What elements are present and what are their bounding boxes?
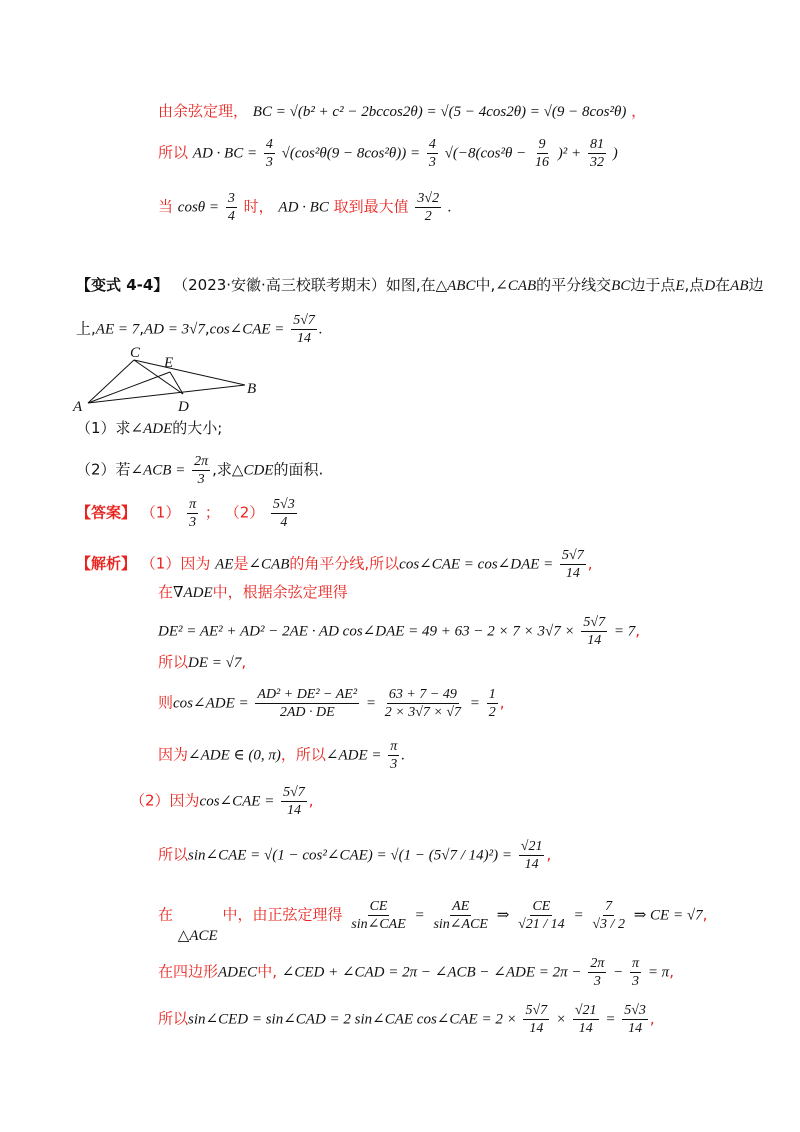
solution-step-5 (158, 686, 504, 721)
text: 在 (158, 905, 174, 924)
formula: √(−8(cos²θ − (444, 145, 527, 162)
fraction-numerator: 2π (590, 956, 605, 971)
problem-tag: 【变式 4-4】 (76, 276, 169, 294)
formula: AD · BC = (192, 145, 258, 162)
text: （1）因为 (140, 554, 211, 573)
text: 的大小; (172, 419, 223, 437)
fraction (255, 686, 359, 721)
fraction-denominator: sin∠ACE (433, 917, 488, 932)
fraction (630, 955, 641, 990)
fraction-numerator: 5√7 (562, 548, 584, 563)
fraction-denominator: 3 (197, 472, 205, 487)
formula: ⇒ (496, 907, 510, 924)
text: 则 (158, 693, 174, 712)
fraction-denominator: 3 (189, 515, 197, 530)
formula: ⇒ CE = √7 (633, 907, 703, 924)
fraction (519, 838, 545, 873)
text: 因为 (158, 745, 189, 764)
formula: . (447, 199, 452, 216)
fraction (523, 1002, 549, 1037)
fraction-denominator: 3 (593, 974, 601, 989)
text: （2）因为 (130, 791, 200, 810)
formula: AE (215, 556, 234, 573)
formula: × (555, 1011, 567, 1028)
text: , (204, 319, 210, 338)
solution-step-8 (158, 838, 551, 873)
formula: ∇ADE (173, 585, 213, 601)
formula: E (675, 278, 685, 294)
text: , (649, 1009, 655, 1028)
formula: ∠ADE = (325, 747, 382, 764)
fraction-denominator: 2AD · DE (279, 705, 335, 720)
label-c: C (130, 345, 141, 361)
fraction-numerator: CE (532, 899, 551, 914)
fraction-numerator: π (390, 739, 398, 754)
fraction (516, 898, 567, 933)
fraction-numerator: √21 (520, 839, 543, 854)
solution-step-10 (158, 955, 674, 990)
fraction-numerator: 3√2 (417, 191, 440, 206)
fraction-numerator: 2π (194, 454, 209, 469)
formula: = (414, 907, 425, 924)
formula: sin∠CED = sin∠CAD = 2 sin∠CAE cos∠CAE = 2 × (188, 1011, 517, 1028)
formula: . (401, 747, 406, 764)
formula: )² + (557, 145, 582, 162)
formula: ∠ADE ∈ (0, π) (188, 747, 281, 764)
fraction-numerator: 5√7 (283, 785, 305, 800)
fraction (349, 898, 408, 933)
fraction-denominator: 14 (587, 633, 602, 648)
label-e: E (164, 355, 174, 371)
text: ； (204, 503, 220, 522)
fraction-denominator: 14 (297, 331, 312, 346)
answer-tag: 【答案】 (76, 503, 137, 522)
text: 的面积. (273, 460, 324, 479)
text: （1）求 (76, 419, 131, 437)
text: 中，由正弦定理得 (222, 905, 343, 924)
fraction (187, 496, 198, 531)
text: , (308, 791, 314, 810)
text: 取到最大值 (333, 197, 409, 216)
formula: DE = √7 (188, 655, 242, 671)
formula: ∠CAB (495, 278, 537, 294)
fraction-numerator: 7 (605, 899, 613, 914)
text: 所以 (158, 1009, 189, 1028)
fraction-denominator: 14 (628, 1021, 643, 1036)
text: 在 (715, 276, 731, 294)
fraction-denominator: √21 / 14 (518, 917, 565, 932)
formula: sin∠CAE = √(1 − cos²∠CAE) = √(1 − (5√7 / 14)²) = (188, 847, 513, 864)
formula: . (318, 321, 323, 338)
triangle-diagram (70, 345, 270, 415)
text: 时， (243, 197, 274, 216)
fraction-denominator: 4 (227, 209, 235, 224)
formula: cos∠CAE = cos∠DAE = (399, 556, 554, 573)
text: , (669, 962, 674, 981)
text: （1） (140, 503, 181, 522)
text: 当 (158, 197, 174, 216)
max-value-line (158, 190, 452, 225)
fraction (271, 496, 297, 531)
fraction (415, 190, 441, 225)
solution-step-1 (76, 547, 593, 582)
fraction-denominator: 32 (589, 155, 604, 170)
fraction-denominator: 4 (280, 515, 288, 530)
solution-tag: 【解析】 (76, 554, 137, 573)
formula: √(cos²θ(9 − 8cos²θ)) = (281, 145, 421, 162)
fraction-numerator: 4 (265, 137, 273, 152)
solution-step-4 (158, 652, 246, 673)
text: 由余弦定理， (158, 102, 249, 120)
fraction-denominator: 3 (632, 974, 640, 989)
text: （2） (224, 503, 265, 522)
fraction (281, 784, 307, 819)
fraction-numerator: 5√7 (525, 1003, 548, 1018)
formula: ) (612, 145, 618, 162)
text: 在四边形 (158, 962, 219, 981)
formula: D (704, 278, 716, 294)
label-d: D (178, 399, 189, 415)
fraction (264, 136, 275, 171)
text: ， (631, 102, 647, 120)
formula: cosθ = (177, 199, 220, 216)
fraction-numerator: 5√7 (293, 313, 315, 328)
segment-cb (134, 360, 245, 385)
formula: △CDE (231, 462, 274, 479)
text: （2）若 (76, 460, 131, 479)
text: , (241, 653, 247, 671)
fraction-numerator: CE (369, 899, 388, 914)
fraction-numerator: 1 (488, 687, 496, 702)
text: 的角平分线,所以 (289, 554, 400, 573)
solution-step-7 (130, 784, 314, 819)
fraction-numerator: 5√3 (273, 497, 295, 512)
formula: = (573, 907, 584, 924)
text: 边 (748, 276, 764, 294)
formula: = (469, 695, 480, 712)
problem-statement-line-2 (76, 312, 323, 347)
fraction-denominator: 2 (424, 209, 432, 224)
text: 上, (76, 319, 96, 338)
solution-step-3 (158, 614, 640, 649)
formula: cos∠ADE = (173, 695, 249, 712)
formula: − (613, 964, 624, 981)
solution-step-11 (158, 1002, 655, 1037)
fraction-numerator: π (632, 956, 640, 971)
formula: = π (647, 964, 670, 981)
answer-line (76, 496, 299, 531)
fraction-numerator: AE (452, 899, 470, 914)
fraction-numerator: 3 (227, 191, 235, 206)
fraction-numerator: π (189, 497, 197, 512)
fraction-denominator: 14 (565, 566, 580, 581)
label-a: A (73, 399, 83, 415)
fraction-denominator: 14 (286, 803, 301, 818)
fraction (291, 312, 317, 347)
text: 中，根据余弦定理得 (212, 583, 348, 601)
formula: △ACE (177, 927, 218, 944)
fraction-numerator: √21 (574, 1003, 597, 1018)
fraction-numerator: AD² + DE² − AE² (257, 687, 358, 702)
text: , (546, 845, 552, 864)
solution-step-9 (158, 898, 708, 944)
fraction-numerator: 81 (589, 137, 604, 152)
fraction (573, 1002, 599, 1037)
text: ，所以 (280, 745, 326, 764)
formula: ∠CED + ∠CAD = 2π − ∠ACB − ∠ADE = 2π − (281, 964, 582, 981)
fraction (588, 136, 606, 171)
fraction (388, 738, 399, 773)
solution-step-6 (158, 738, 405, 773)
ad-bc-product-line (158, 136, 618, 171)
fraction (590, 898, 627, 933)
text: ,点 (684, 276, 705, 294)
text: , (702, 905, 708, 924)
fraction-numerator: 4 (428, 137, 436, 152)
text: ,求 (212, 460, 232, 479)
fraction-denominator: 3 (265, 155, 273, 170)
label-b: B (247, 381, 257, 397)
fraction (581, 614, 607, 649)
formula: cos∠CAE = (209, 321, 285, 338)
text: 在 (158, 583, 174, 601)
text: 边于点 (630, 276, 676, 294)
fraction (622, 1002, 648, 1037)
fraction (588, 955, 606, 990)
formula: BC = √(b² + c² − 2bccos2θ) = √(5 − 4cos2θ) = √(9 − 8cos²θ) (252, 104, 627, 120)
formula: BC (611, 278, 631, 294)
question-2 (76, 453, 323, 488)
formula: ∠ACB = (130, 462, 186, 479)
fraction-denominator: 3 (428, 155, 436, 170)
formula: cos∠CAE = (199, 793, 275, 810)
fraction (383, 686, 463, 721)
segment-ac (88, 360, 134, 403)
formula: AD · BC (278, 199, 329, 216)
text: 的平分线交 (536, 276, 612, 294)
formula: = (365, 695, 376, 712)
text: 所以 (158, 845, 189, 864)
fraction-denominator: 14 (578, 1021, 593, 1036)
formula: AE = 7 (95, 321, 140, 338)
text: , (139, 319, 145, 338)
fraction-denominator: 2 × 3√7 × √7 (384, 705, 462, 720)
formula: = 7 (613, 623, 636, 640)
cosine-rule-bc-line (158, 101, 646, 122)
fraction (533, 136, 551, 171)
fraction-denominator: 2 (488, 705, 496, 720)
fraction-denominator: 14 (524, 857, 539, 872)
fraction (192, 453, 210, 488)
fraction-denominator: 16 (535, 155, 550, 170)
formula: DE² = AE² + AD² − 2AE · AD cos∠DAE = 49 + 63 − 2 × 7 × 3√7 × (158, 623, 575, 640)
fraction (427, 136, 438, 171)
text: 中, (475, 276, 496, 294)
formula: AB (730, 278, 749, 294)
formula: ∠ADE (130, 421, 173, 437)
formula: ADEC (218, 964, 258, 981)
fraction-numerator: 5√3 (624, 1003, 646, 1018)
fraction-numerator: 63 + 7 − 49 (388, 687, 457, 702)
fraction-denominator: 14 (529, 1021, 544, 1036)
text: 中, (257, 962, 277, 981)
formula: AD = 3√7 (144, 321, 205, 338)
solution-step-2 (158, 582, 348, 603)
text: （2023·安徽·高三校联考期末）如图,在 (173, 276, 436, 294)
text: , (499, 693, 505, 712)
formula: = (605, 1011, 616, 1028)
formula: △ABC (435, 278, 476, 294)
text: , (635, 621, 641, 640)
fraction (487, 686, 498, 721)
fraction-denominator: √3 / 2 (592, 917, 625, 932)
fraction (431, 898, 490, 933)
fraction-denominator: 3 (390, 757, 398, 772)
segment-ed (170, 372, 183, 394)
formula: ∠CAB (248, 556, 290, 573)
text: , (587, 554, 593, 573)
fraction-denominator: sin∠CAE (351, 917, 406, 932)
text: 是 (233, 554, 249, 573)
text: 所以 (158, 143, 189, 162)
fraction-numerator: 5√7 (583, 615, 606, 630)
fraction-numerator: 9 (538, 137, 546, 152)
fraction (226, 190, 237, 225)
problem-statement-line-1 (76, 275, 764, 296)
text: 所以 (158, 653, 189, 671)
fraction (560, 547, 586, 582)
question-1 (76, 418, 222, 439)
